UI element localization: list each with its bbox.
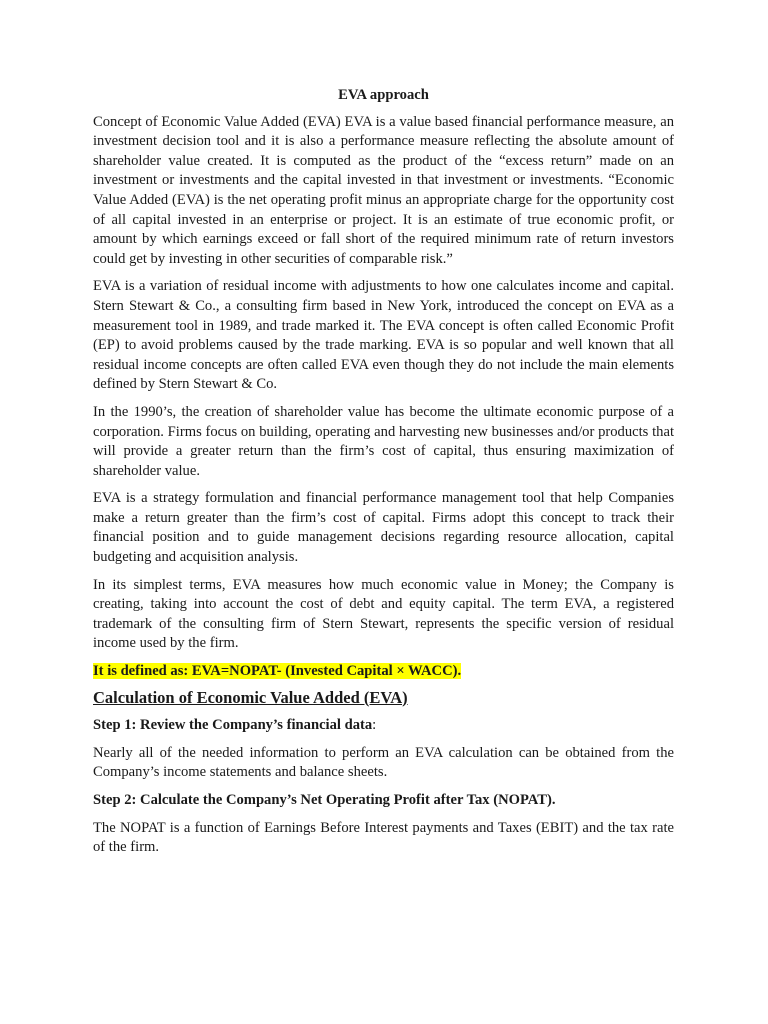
step-1-text: Nearly all of the needed information to perform an EVA calculation can be obtained from the Company’s income statements and balance sheets. [93,744,674,781]
paragraph-concept: Concept of Economic Value Added (EVA) EVA is a value based financial performance measure, an investment decision tool and it is also a performance measure reflecting the absolute amount of shareholder value created. It is computed as the product of the “excess return” made on an investment or investments and the capital invested in that investment or investments. “Economic Value Added (EVA) is the net operating profit minus an appropriate charge for the opportunity cost of all capital invested in an enterprise or project. It is an estimate of true economic profit, or amount by which earnings exceed or fall short of the required minimum rate of return investors could get by investing in other securities of comparable risk.” [93,113,674,267]
document-page [93,86,674,866]
step-1-label: Step 1: Review the Company’s financial data [93,717,373,734]
paragraph-strategy-tool: EVA is a strategy formulation and financial performance management tool that help Companies make a return greater than the firm’s cost of capital. Firms adopt this concept to track their financial position and to guide management decisions regarding resource allocation, capital budgeting and acquisition analysis. [93,490,674,566]
paragraph-simplest-terms: In its simplest terms, EVA measures how much economic value in Money; the Company is creating, taking into account the cost of debt and equity capital. The term EVA, a registered trademark of the consulting firm of Stern Stewart, represents the specific version of residual income used by the firm. [93,576,674,652]
document-title: EVA approach [338,87,429,103]
step-1-colon: : [372,717,377,734]
step-1-heading [93,716,674,736]
paragraph-1990s: In the 1990’s, the creation of shareholder value has become the ultimate economic purpose of a corporation. Firms focus on building, operating and harvesting new businesses and/or products that will provide a greater return than the firm’s cost of capital, thus ensuring maximization of shareholder value. [93,403,674,479]
eva-formula-highlight: It is defined as: EVA=NOPAT- (Invested Capital × WACC). [93,663,462,680]
step-2-heading: Step 2: Calculate the Company’s Net Operating Profit after Tax (NOPAT). [93,792,556,808]
paragraph-residual-income: EVA is a variation of residual income with adjustments to how one calculates income and capital. Stern Stewart & Co., a consulting firm based in New York, introduced the concept on EVA as a measurement tool in 1989, and trade marked it. The EVA concept is often called Economic Profit (EP) to avoid problems caused by the trade marking. EVA is so popular and well known that all residual income concepts are often called EVA even though they do not include the main elements defined by Stern Stewart & Co. [93,278,674,393]
definition-line [93,662,674,682]
section-heading: Calculation of Economic Value Added (EVA) [93,687,408,707]
step-2-text: The NOPAT is a function of Earnings Before Interest payments and Taxes (EBIT) and the tax rate of the firm. [93,819,674,856]
